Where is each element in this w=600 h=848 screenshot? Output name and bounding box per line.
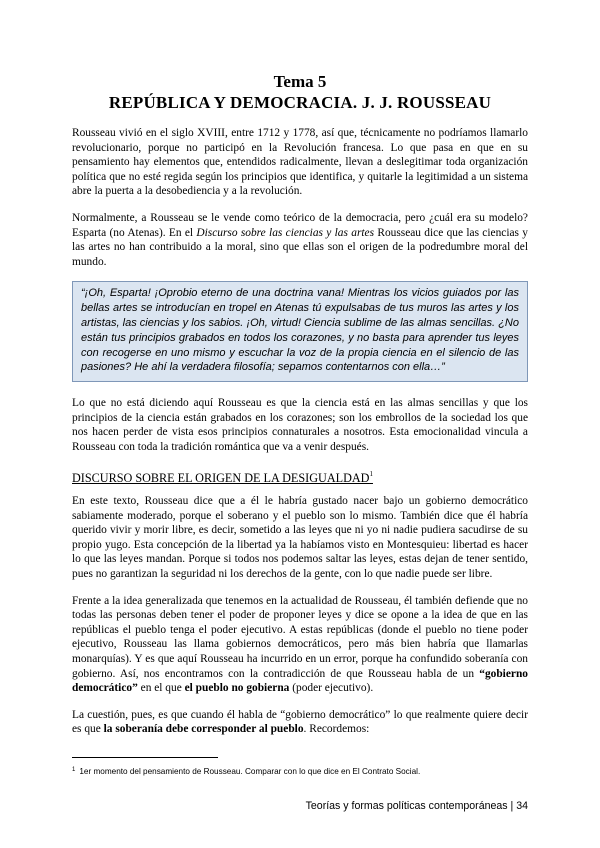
- paragraph-sovereignty-text-b: . Recordemos:: [303, 723, 370, 736]
- paragraph-model-text-a: Normalmente, a Rousseau se le vende como teórico de la democracia, pero ¿cuál era su modelo? Esparta (no Atenas). En el: [72, 211, 528, 239]
- paragraph-commentary: Lo que no está diciendo aquí Rousseau es que la ciencia está en las almas sencillas y que los principios de la ciencia están grabados en los corazones; son los embrollos de la sociedad los que nos hacen perder de vista esos principios connaturales a nosotros. Esta emocionalidad vincula a Rousseau con toda la tradición romántica que va a venir después.: [72, 397, 528, 453]
- title-block: [72, 72, 528, 114]
- footnote-divider: [72, 757, 218, 758]
- paragraph-intro: Rousseau vivió en el siglo XVIII, entre 1712 y 1778, así que, técnicamente no podríamos llamarlo revolucionario, porque no participó en la Revolución francesa. Lo que pasa en que en su pensamiento hay elementos que, entendidos radicalmente, llevan a deslegitimar toda organización política que no esté regida según los principios que identifica, y quitarle la legitimidad a un sistema abre la puerta a la desobediencia y a la revolución.: [72, 127, 528, 198]
- paragraph-government-text-b: en el que: [137, 682, 185, 695]
- chapter-number: Tema 5: [273, 72, 327, 91]
- paragraph-discourse: En este texto, Rousseau dice que a él le habría gustado nacer bajo un gobierno democrático sabiamente moderado, porque el soberano y el pueblo son lo mismo. También dice que él habría querido vivir y morir libre, es decir, sometido a las leyes que ni yo ni nadie pudiera sacudirse de su propio yugo. Esta concepción de la libertad ya la habíamos visto en Montesquieu: libertad es hacer lo que las leyes mandan. Porque si todos nos podemos saltar las leyes, estas dejan de tener sentido, pues no garantizan la seguridad ni los derechos de la gente, con lo que nadie puede ser libre.: [72, 495, 528, 581]
- chapter-title: REPÚBLICA Y DEMOCRACIA. J. J. ROUSSEAU: [108, 93, 492, 112]
- bold-sovereignty: la soberanía debe corresponder al pueblo: [103, 723, 304, 736]
- bold-democratic-government: “gobierno democrático”: [72, 667, 528, 695]
- page-footer: Teorías y formas políticas contemporáneas | 34: [305, 800, 528, 812]
- quote-box: “¡Oh, Esparta! ¡Oprobio eterno de una doctrina vana! Mientras los vicios guiados por las bellas artes se introducían en tropel en Atenas tú expulsabas de tus muros las artes y los artistas, las ciencias y los sabios. ¡Oh, virtud! Ciencia sublime de las almas sencillas. ¿No están tus principios grabados en todos los corazones, y no basta para aprender tus leyes con recogerse en uno mismo y escuchar la voz de la propia ciencia en el silencio de las pasiones? He ahí la verdadera filosofía; sepamos contentarnos con ella…”: [72, 281, 528, 382]
- section-heading-text: DISCURSO SOBRE EL ORIGEN DE LA DESIGUALDAD: [72, 470, 370, 485]
- paragraph-sovereignty-text-a: La cuestión, pues, es que cuando él habla de “gobierno democrático” lo que realmente quiere decir es que: [72, 708, 528, 736]
- footnote-text: 1er momento del pensamiento de Rousseau. Comparar con lo que dice en El Contrato Social.: [79, 767, 421, 776]
- paragraph-sovereignty: [72, 708, 528, 737]
- footnote-reference: 1: [369, 469, 373, 478]
- footnote: [72, 765, 528, 777]
- paragraph-government: [72, 594, 528, 696]
- work-title: Discurso sobre las ciencias y las artes: [196, 226, 375, 239]
- footnote-marker: 1: [72, 767, 76, 773]
- paragraph-model: [72, 211, 528, 269]
- section-heading: [72, 467, 528, 486]
- paragraph-model-text-b: Rousseau dice que las ciencias y las artes no han contribuido a la moral, sino que ellas son el origen de la podredumbre moral del mundo.: [72, 226, 528, 268]
- paragraph-government-text-c: (poder ejecutivo).: [289, 682, 374, 695]
- document-body: [72, 126, 528, 749]
- bold-people-not-govern: el pueblo no gobierna: [184, 682, 290, 695]
- paragraph-government-text-a: Frente a la idea generalizada que tenemos en la actualidad de Rousseau, él también defiende que no todas las personas deben tener el poder de proponer leyes y dice se opone a la idea de que en las repúblicas el pueblo tenga el poder ejecutivo. A estas repúblicas (donde el pueblo no tiene poder ejecutivo, Rousseau las llama gobiernos democráticos, pero más bien habría que llamarlas monarquías). Y es que aquí Rousseau ha incurrido en un error, porque ha confundido soberanía con gobierno. Así, nos encontramos con la contradicción de que Rousseau habla de un: [72, 594, 528, 680]
